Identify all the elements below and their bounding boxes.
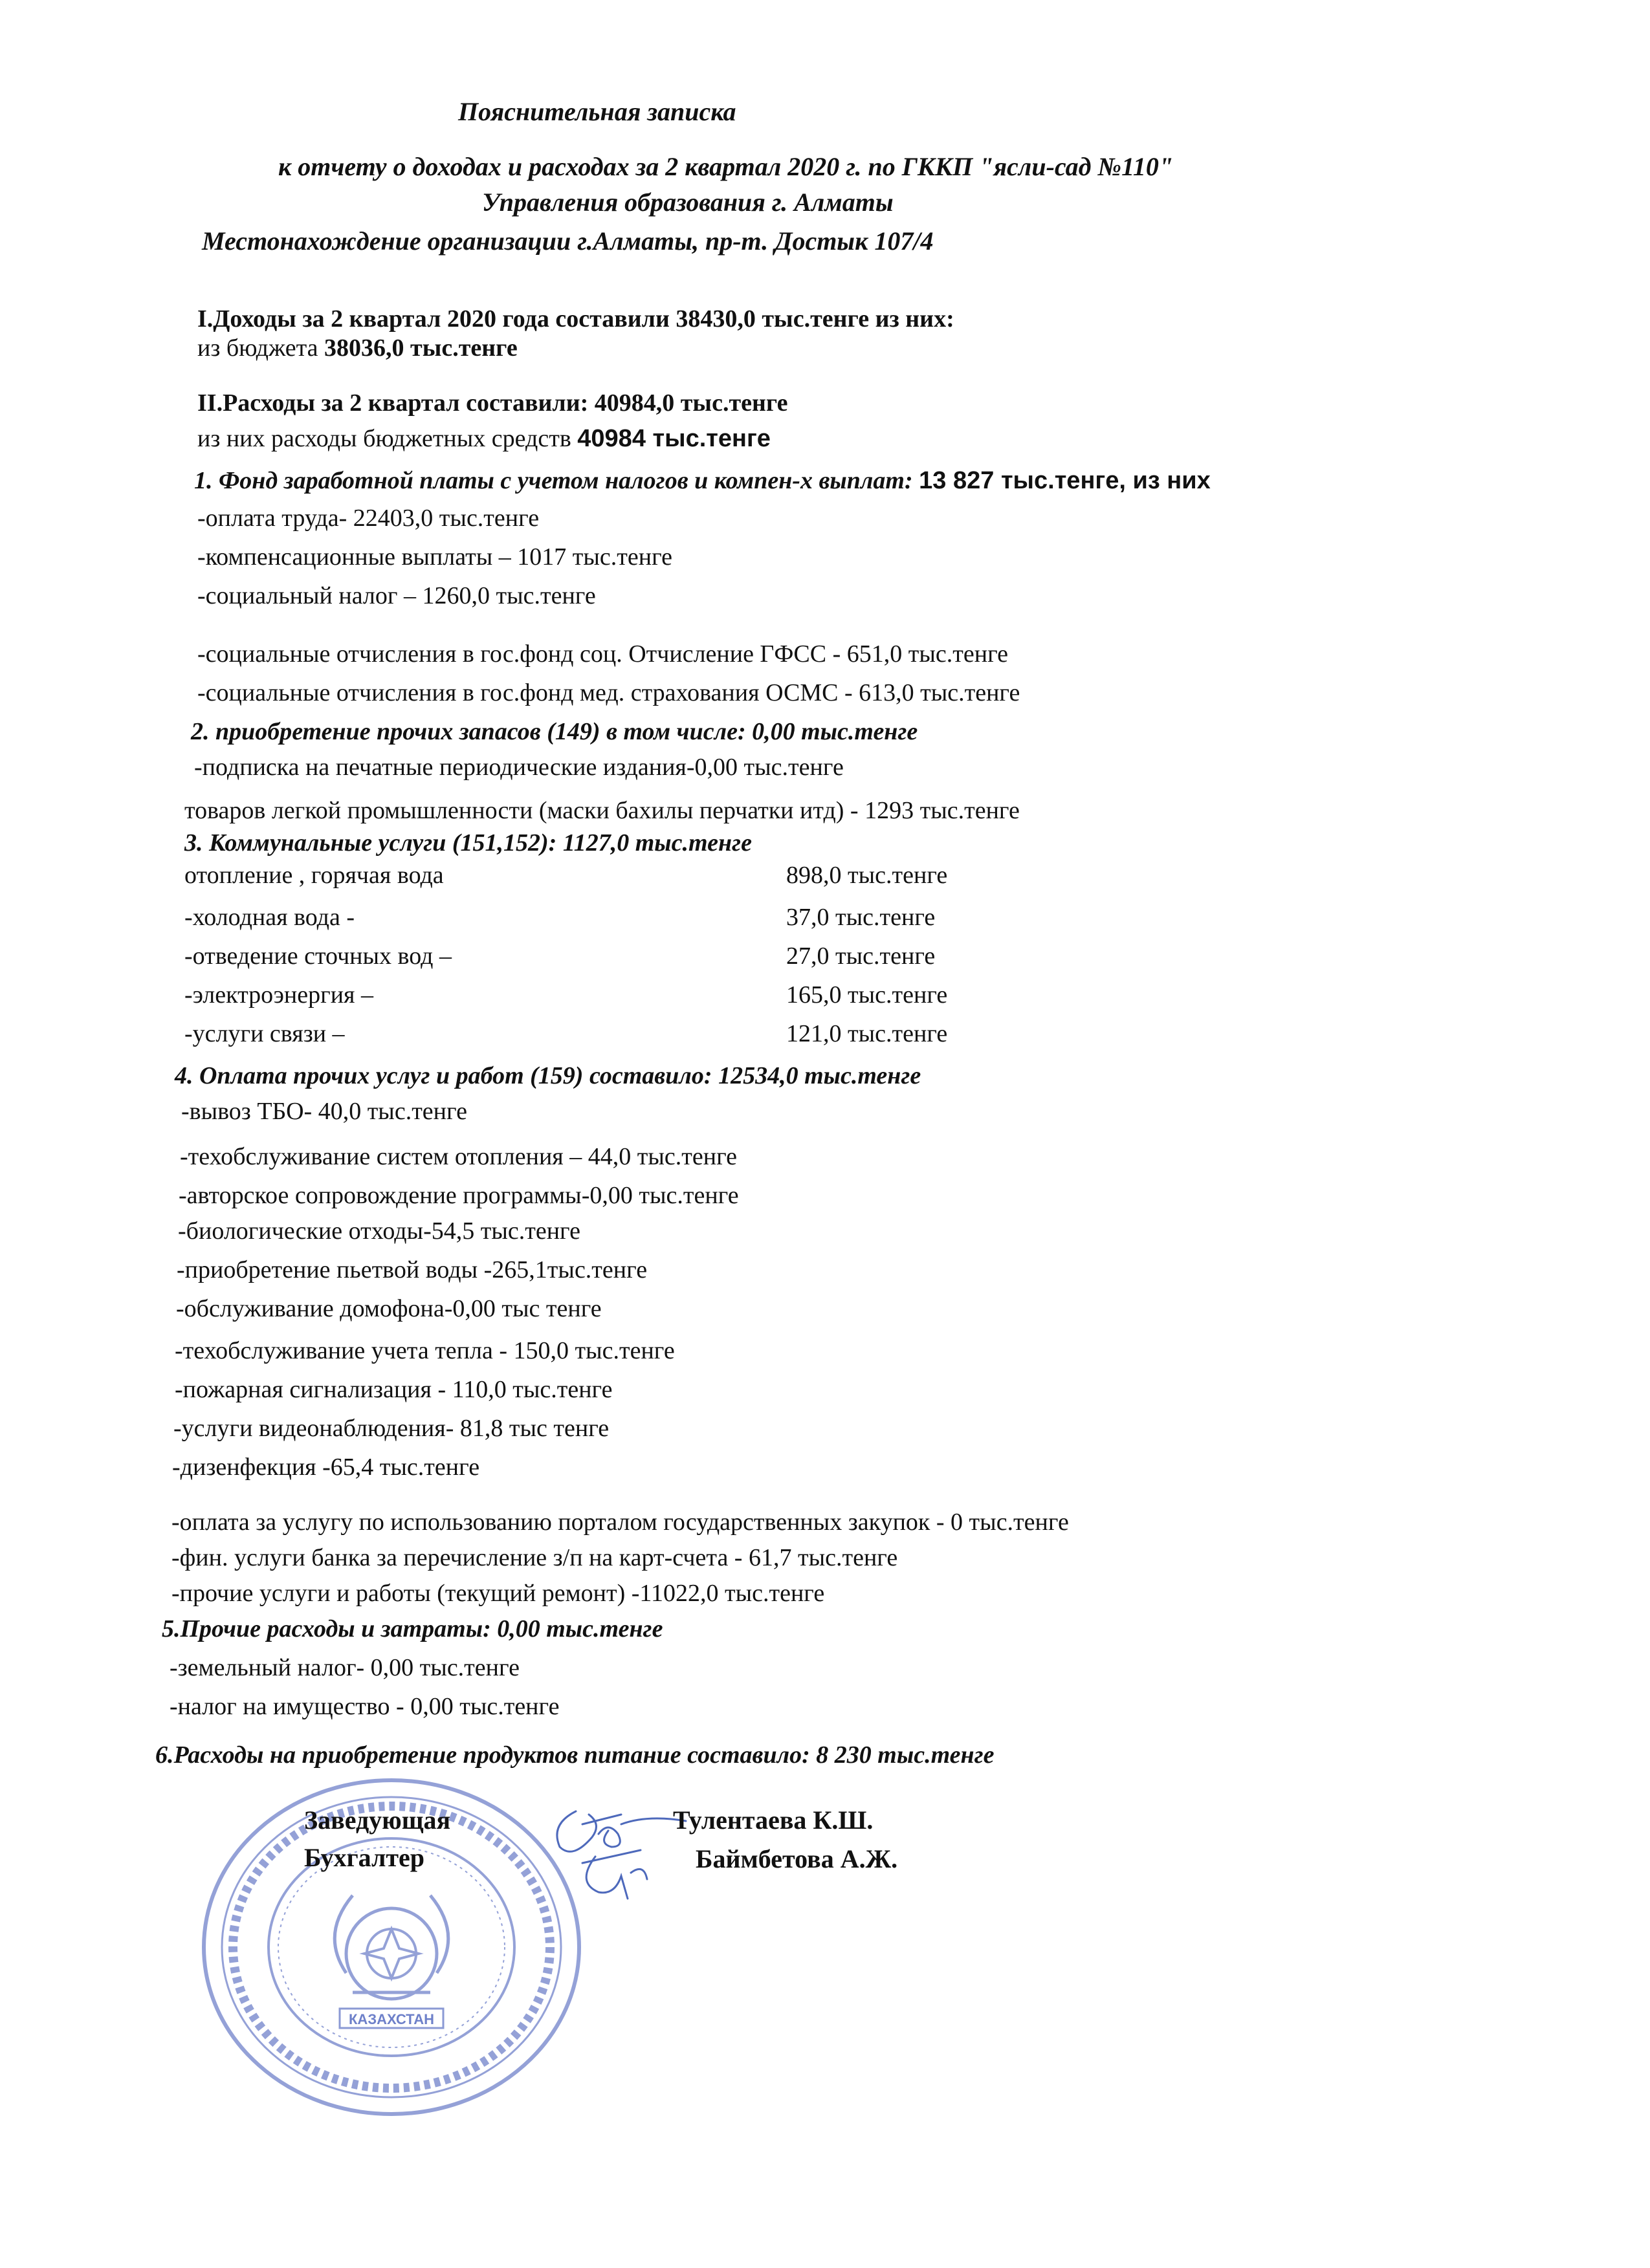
doc-department: Управления образования г. Алматы: [482, 188, 894, 217]
income-budget: из бюджета 38036,0 тыс.тенге: [197, 334, 518, 362]
signature-name-accountant: Баймбетова А.Ж.: [696, 1844, 898, 1873]
doc-title: Пояснительная записка: [458, 97, 736, 126]
section-4-title: 4. Оплата прочих услуг и работ (159) составило: 12534,0 тыс.тенге: [175, 1062, 921, 1089]
utility-row: [184, 941, 936, 971]
utility-value: 165,0 тыс.тенге: [786, 981, 948, 1009]
seal-country-label: КАЗАХСТАН: [349, 2011, 434, 2027]
utility-row: [184, 1019, 948, 1049]
expenses-budget: из них расходы бюджетных средств 40984 тыс.тенге: [197, 425, 771, 452]
utility-value: 37,0 тыс.тенге: [786, 904, 936, 931]
section-1-item: -социальный налог – 1260,0 тыс.тенге: [197, 582, 596, 609]
utility-value: 121,0 тыс.тенге: [786, 1020, 948, 1047]
signature-name-director: Тулентаева К.Ш.: [673, 1805, 874, 1835]
section-4-item: -приобретение пьетвой воды -265,1тыс.тенге: [177, 1256, 648, 1283]
utility-value: 898,0 тыс.тенге: [786, 862, 948, 889]
section-4-item: -фин. услуги банка за перечисление з/п на карт-счета - 61,7 тыс.тенге: [171, 1544, 898, 1571]
doc-location: Местонахождение организации г.Алматы, пр-т. Достык 107/4: [202, 226, 934, 256]
section-1-title: 1. Фонд заработной платы с учетом налогов и компен-х выплат: 13 827 тыс.тенге, из них: [194, 467, 1211, 494]
signature-role-director: Заведующая: [304, 1805, 451, 1835]
utility-row: [184, 980, 948, 1010]
doc-subtitle: к отчету о доходах и расходах за 2 квартал 2020 г. по ГККП "ясли-сад №110": [278, 152, 1174, 181]
section-1-item: -компенсационные выплаты – 1017 тыс.тенге: [197, 543, 673, 571]
section-4-item: -вывоз ТБО- 40,0 тыс.тенге: [181, 1098, 467, 1125]
section-4-item: -услуги видеонаблюдения- 81,8 тыс тенге: [173, 1415, 610, 1442]
utility-row: [184, 902, 936, 932]
utility-name: -услуги связи –: [184, 1020, 345, 1047]
section-5-item: -налог на имущество - 0,00 тыс.тенге: [170, 1693, 560, 1720]
signature-role-accountant: Бухгалтер: [304, 1843, 425, 1872]
expenses-budget-value: 40984 тыс.тенге: [577, 425, 771, 452]
expenses-title: II.Расходы за 2 квартал составили: 40984,0 тыс.тенге: [197, 389, 788, 417]
section-4-item: -авторское сопровождение программы-0,00 тыс.тенге: [179, 1182, 739, 1209]
section-3-title: 3. Коммунальные услуги (151,152): 1127,0 тыс.тенге: [184, 829, 752, 856]
section-5-item: -земельный налог- 0,00 тыс.тенге: [170, 1654, 520, 1681]
utility-row: [184, 860, 948, 890]
section-6-title: 6.Расходы на приобретение продуктов питание составило: 8 230 тыс.тенге: [155, 1741, 995, 1769]
section-2-title: 2. приобретение прочих запасов (149) в том числе: 0,00 тыс.тенге: [191, 718, 918, 745]
handwritten-signatures: [537, 1785, 692, 1908]
section-1-item: -социальные отчисления в гос.фонд соц. Отчисление ГФСС - 651,0 тыс.тенге: [197, 640, 1009, 668]
section-4-item: -прочие услуги и работы (текущий ремонт) -11022,0 тыс.тенге: [171, 1580, 825, 1607]
income-title: I.Доходы за 2 квартал 2020 года составили 38430,0 тыс.тенге из них:: [197, 305, 954, 333]
section-2-item: -подписка на печатные периодические издания-0,00 тыс.тенге: [194, 754, 844, 781]
section-4-item: -техобслуживание систем отопления – 44,0 тыс.тенге: [180, 1143, 738, 1170]
utility-name: отопление , горячая вода: [184, 862, 444, 889]
section-4-item: -техобслуживание учета тепла - 150,0 тыс.тенге: [175, 1337, 675, 1364]
section-1-item: -оплата труда- 22403,0 тыс.тенге: [197, 505, 540, 532]
section-4-item: -пожарная сигнализация - 110,0 тыс.тенге: [175, 1376, 613, 1403]
section-1-item: -социальные отчисления в гос.фонд мед. страхования ОСМС - 613,0 тыс.тенге: [197, 679, 1020, 706]
utility-value: 27,0 тыс.тенге: [786, 943, 936, 970]
utility-name: -электроэнергия –: [184, 981, 374, 1009]
section-4-item: -оплата за услугу по использованию порталом государственных закупок - 0 тыс.тенге: [171, 1509, 1069, 1536]
utility-name: -холодная вода -: [184, 904, 355, 931]
section-4-item: -дизенфекция -65,4 тыс.тенге: [172, 1454, 480, 1481]
section-5-title: 5.Прочие расходы и затраты: 0,00 тыс.тенге: [162, 1615, 663, 1642]
section-2-item: товаров легкой промышленности (маски бахилы перчатки итд) - 1293 тыс.тенге: [184, 797, 1020, 824]
utility-name: -отведение сточных вод –: [184, 943, 452, 970]
section-4-item: -биологические отходы-54,5 тыс.тенге: [178, 1217, 581, 1245]
section-1-total: 13 827 тыс.тенге, из них: [919, 467, 1211, 494]
income-budget-value: 38036,0 тыс.тенге: [324, 334, 518, 362]
section-4-item: -обслуживание домофона-0,00 тыс тенге: [176, 1295, 602, 1322]
